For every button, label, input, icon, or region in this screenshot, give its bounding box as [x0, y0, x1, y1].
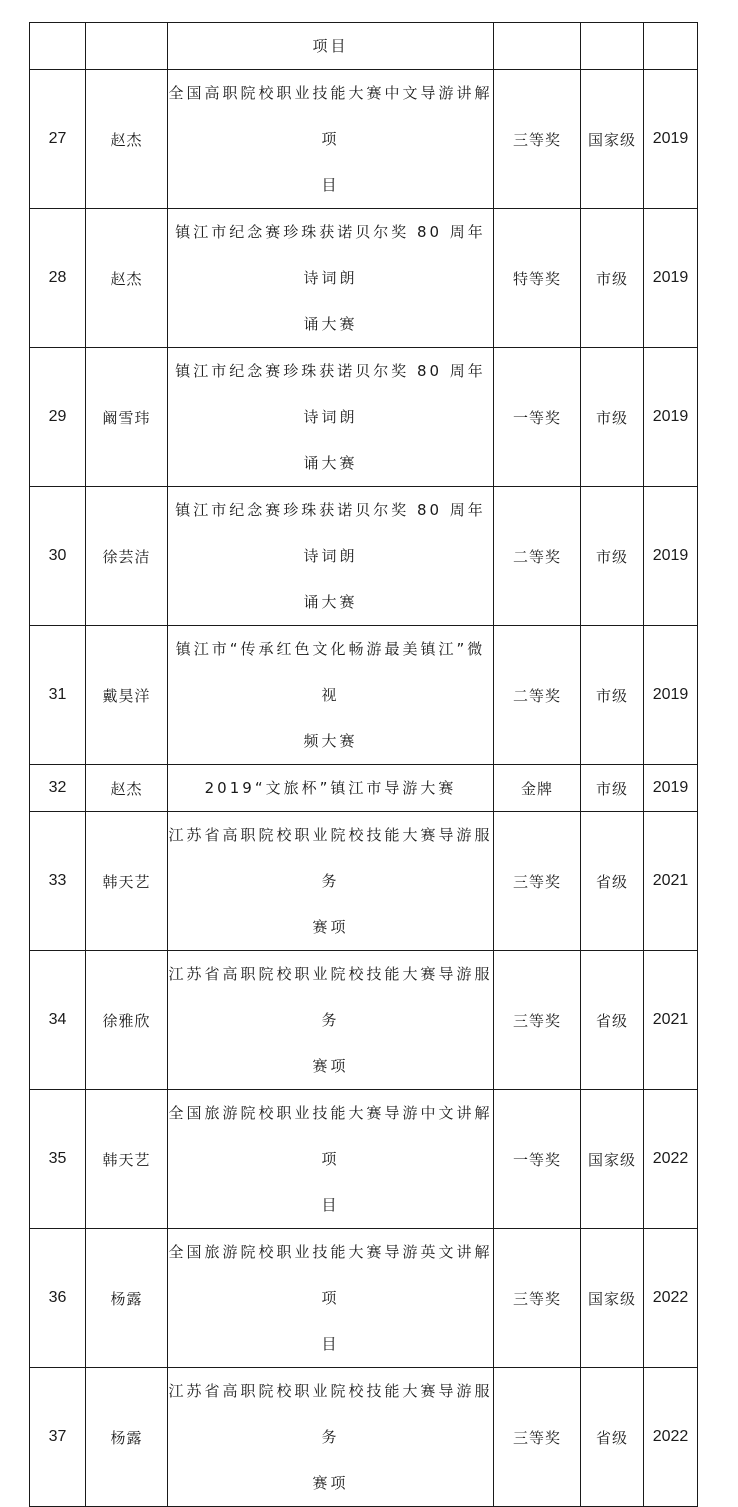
cell-name: 杨露: [86, 1229, 168, 1368]
cell-level: 省级: [581, 812, 644, 951]
event-line-1: 江苏省高职院校职业院校技能大赛导游服务: [168, 1382, 493, 1446]
cell-prize: 金牌: [494, 765, 581, 812]
cell-name: 赵杰: [86, 70, 168, 209]
cell-level: 国家级: [581, 1090, 644, 1229]
table-row: [30, 209, 698, 348]
cell-name: 徐雅欣: [86, 951, 168, 1090]
cell-no: 31: [30, 626, 86, 765]
table-row: [30, 765, 698, 812]
event-line-2: 目: [321, 1335, 340, 1353]
cell-year: 2019: [644, 70, 698, 209]
cell-no: [30, 23, 86, 70]
table-row: [30, 1090, 698, 1229]
event-line-2: 频大赛: [303, 732, 358, 750]
table-row: [30, 70, 698, 209]
table-row: [30, 1229, 698, 1368]
cell-year: 2022: [644, 1368, 698, 1507]
cell-no: 34: [30, 951, 86, 1090]
cell-prize: 二等奖: [494, 626, 581, 765]
cell-event: [168, 70, 494, 209]
cell-no: 37: [30, 1368, 86, 1507]
cell-level: 市级: [581, 765, 644, 812]
table-row: [30, 1368, 698, 1507]
cell-year: 2021: [644, 951, 698, 1090]
event-line-2: 诵大赛: [303, 454, 358, 472]
cell-name: 杨露: [86, 1368, 168, 1507]
cell-name: 戴昊洋: [86, 626, 168, 765]
cell-no: 30: [30, 487, 86, 626]
cell-level: 市级: [581, 626, 644, 765]
cell-prize: 一等奖: [494, 348, 581, 487]
cell-year: [644, 23, 698, 70]
cell-no: 27: [30, 70, 86, 209]
cell-year: 2019: [644, 487, 698, 626]
event-line-2: 目: [321, 1196, 340, 1214]
event-line-1: 镇江市纪念赛珍珠获诺贝尔奖 80 周年诗词朗: [175, 223, 486, 287]
cell-no: 35: [30, 1090, 86, 1229]
cell-no: 33: [30, 812, 86, 951]
cell-event: [168, 1229, 494, 1368]
cell-name: 阚雪玮: [86, 348, 168, 487]
cell-event: [168, 487, 494, 626]
event-line-1: 镇江市纪念赛珍珠获诺贝尔奖 80 周年诗词朗: [175, 501, 486, 565]
cell-prize: 三等奖: [494, 70, 581, 209]
cell-event: [168, 626, 494, 765]
cell-prize: [494, 23, 581, 70]
cell-no: 36: [30, 1229, 86, 1368]
cell-year: 2021: [644, 812, 698, 951]
table-row: [30, 951, 698, 1090]
event-line-2: 赛项: [312, 1474, 349, 1492]
cell-prize: 一等奖: [494, 1090, 581, 1229]
event-line-2: 目: [321, 176, 340, 194]
table-row-continued: [30, 23, 698, 70]
cell-no: 28: [30, 209, 86, 348]
awards-table: [29, 22, 698, 1507]
cell-prize: 三等奖: [494, 812, 581, 951]
cell-year: 2019: [644, 348, 698, 487]
cell-event: [168, 1090, 494, 1229]
cell-name: 徐芸洁: [86, 487, 168, 626]
cell-event: [168, 348, 494, 487]
cell-prize: 三等奖: [494, 1368, 581, 1507]
cell-level: 市级: [581, 487, 644, 626]
cell-prize: 特等奖: [494, 209, 581, 348]
table-row: [30, 348, 698, 487]
cell-prize: 三等奖: [494, 951, 581, 1090]
cell-event: [168, 209, 494, 348]
cell-name: 韩天艺: [86, 812, 168, 951]
cell-name: 赵杰: [86, 209, 168, 348]
cell-level: 省级: [581, 1368, 644, 1507]
cell-event: [168, 812, 494, 951]
cell-name: 赵杰: [86, 765, 168, 812]
cell-level: [581, 23, 644, 70]
cell-name: [86, 23, 168, 70]
table-row: [30, 812, 698, 951]
cell-year: 2019: [644, 626, 698, 765]
cell-year: 2019: [644, 209, 698, 348]
event-line-2: 诵大赛: [303, 593, 358, 611]
cell-level: 国家级: [581, 70, 644, 209]
cell-level: 市级: [581, 209, 644, 348]
cell-level: 市级: [581, 348, 644, 487]
event-line-2: 赛项: [312, 1057, 349, 1075]
event-line-1: 全国高职院校职业技能大赛中文导游讲解项: [168, 84, 493, 148]
event-line-1: 全国旅游院校职业技能大赛导游英文讲解项: [168, 1243, 493, 1307]
event-line-2: 赛项: [312, 918, 349, 936]
cell-year: 2022: [644, 1090, 698, 1229]
event-line-1: 镇江市“传承红色文化畅游最美镇江”微视: [175, 640, 486, 704]
cell-prize: 三等奖: [494, 1229, 581, 1368]
table-row: [30, 626, 698, 765]
cell-prize: 二等奖: [494, 487, 581, 626]
event-line-1: 江苏省高职院校职业院校技能大赛导游服务: [168, 826, 493, 890]
event-line-1: 江苏省高职院校职业院校技能大赛导游服务: [168, 965, 493, 1029]
cell-level: 省级: [581, 951, 644, 1090]
cell-year: 2022: [644, 1229, 698, 1368]
cell-year: 2019: [644, 765, 698, 812]
cell-event: 2019“文旅杯”镇江市导游大赛: [168, 765, 494, 812]
table-row: [30, 487, 698, 626]
event-line-1: 全国旅游院校职业技能大赛导游中文讲解项: [168, 1104, 493, 1168]
event-line-1: 镇江市纪念赛珍珠获诺贝尔奖 80 周年诗词朗: [175, 362, 486, 426]
cell-event: [168, 1368, 494, 1507]
cell-event: [168, 951, 494, 1090]
cell-level: 国家级: [581, 1229, 644, 1368]
cell-no: 32: [30, 765, 86, 812]
cell-event: 项目: [168, 23, 494, 70]
event-line-2: 诵大赛: [303, 315, 358, 333]
cell-no: 29: [30, 348, 86, 487]
cell-name: 韩天艺: [86, 1090, 168, 1229]
